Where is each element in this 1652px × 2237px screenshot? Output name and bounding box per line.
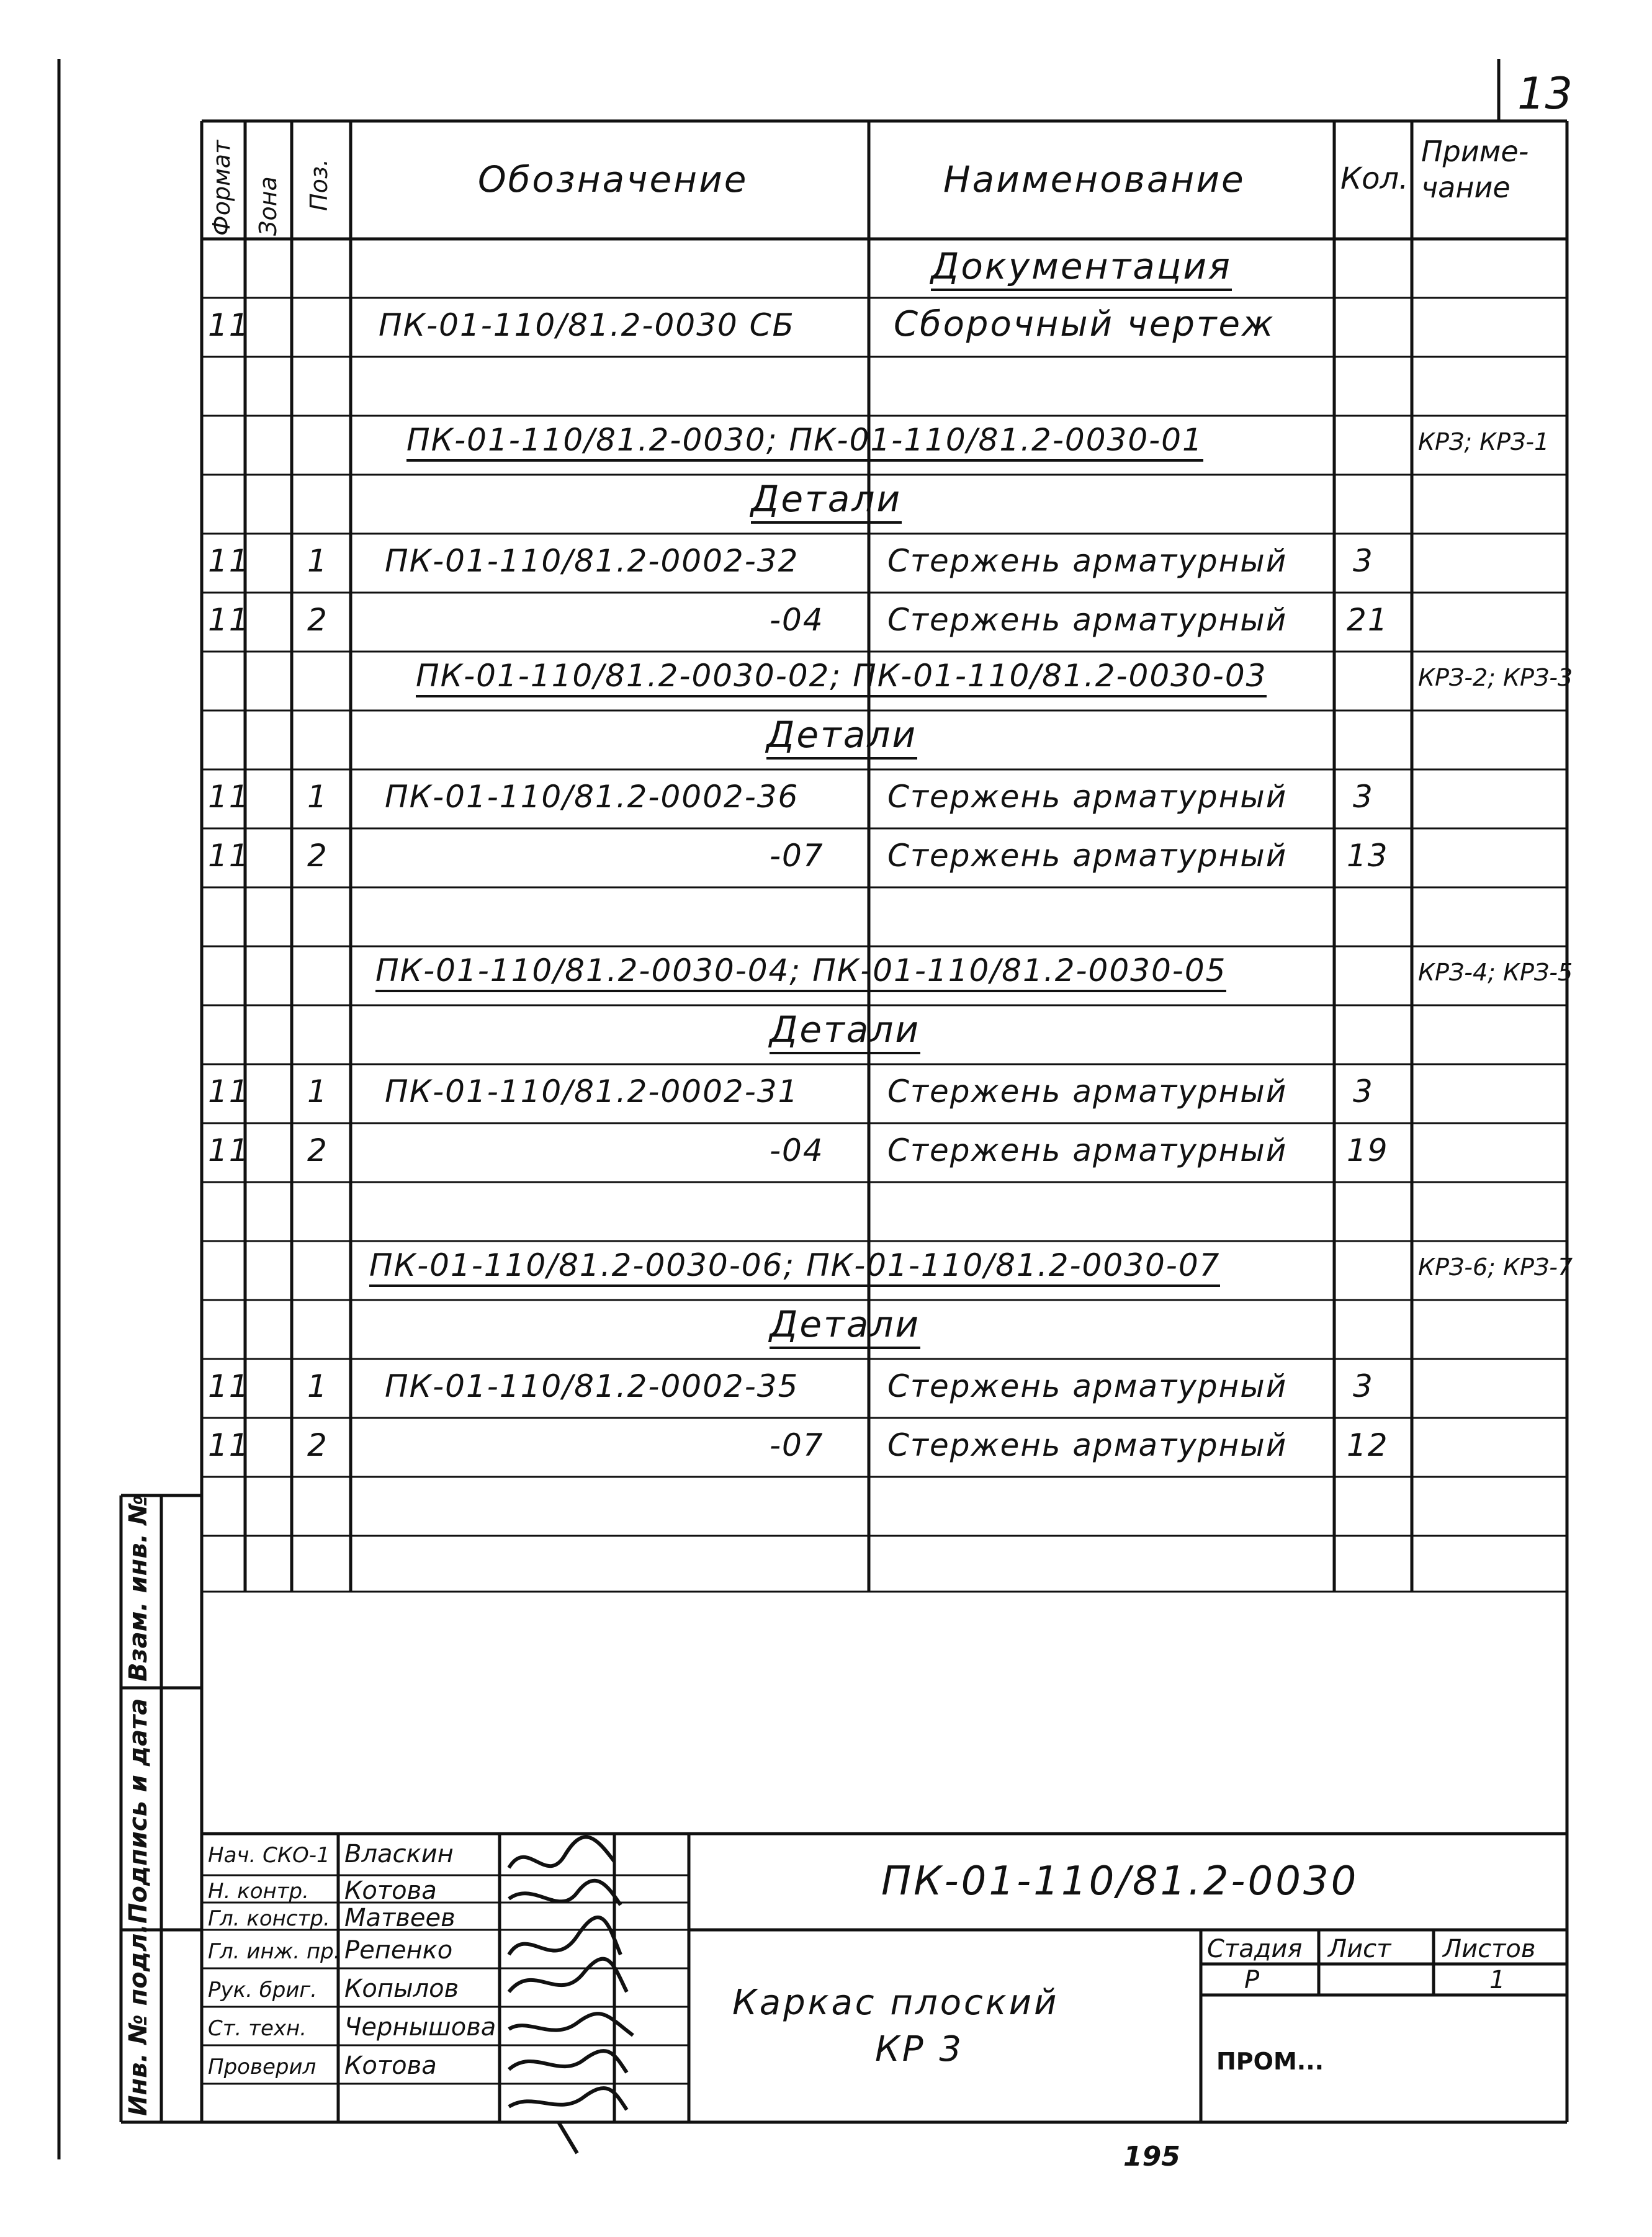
signature-name: Чернышова	[344, 2013, 496, 2042]
signature-role: Гл. констр.	[208, 1906, 330, 1931]
row-pos: 2	[307, 1132, 328, 1168]
row-designation: -07	[770, 1427, 824, 1463]
row-designation: -07	[770, 838, 824, 874]
row-designation: -04	[770, 1132, 824, 1168]
doc-name: Сборочный чертеж	[894, 304, 1275, 344]
group-subheading: Детали	[770, 1303, 920, 1349]
row-pos: 2	[307, 602, 328, 638]
header-designation: Обозначение	[478, 158, 748, 200]
sheets-value: 1	[1489, 1966, 1506, 1994]
row-qty: 3	[1353, 779, 1374, 815]
signature-role: Ст. техн.	[208, 2016, 307, 2041]
row-pos: 2	[307, 1427, 328, 1463]
header-format: Формат	[208, 140, 235, 236]
header-qty: Кол.	[1340, 161, 1409, 196]
group-subheading: Детали	[766, 714, 917, 760]
organization: ПРОМ...	[1216, 2048, 1324, 2075]
row-pos: 1	[307, 779, 328, 815]
signature-name: Копылов	[344, 1975, 459, 2003]
row-name: Стержень арматурный	[887, 602, 1288, 638]
row-pos: 2	[307, 838, 328, 874]
group-heading: ПК-01-110/81.2-0030-06; ПК-01-110/81.2-0030-07	[369, 1247, 1220, 1287]
side-label-inv-podl: Инв. № подл.	[124, 1924, 153, 2116]
header-zone: Зона	[254, 176, 282, 236]
row-format: 11	[208, 543, 250, 579]
row-qty: 3	[1353, 1368, 1374, 1404]
sheet-number: 13	[1517, 68, 1573, 119]
row-pos: 1	[307, 543, 328, 579]
row-qty: 12	[1347, 1427, 1389, 1463]
row-designation: ПК-01-110/81.2-0002-31	[385, 1074, 799, 1110]
product-mark: КР 3	[875, 2029, 964, 2069]
row-name: Стержень арматурный	[887, 1368, 1288, 1404]
doc-format: 11	[208, 307, 250, 343]
row-pos: 1	[307, 1368, 328, 1404]
signature-role: Проверил	[208, 2055, 316, 2079]
group-note: КРЗ; КРЗ-1	[1418, 428, 1550, 455]
row-name: Стержень арматурный	[887, 779, 1288, 815]
signature-name: Котова	[344, 1876, 437, 1905]
row-name: Стержень арматурный	[887, 838, 1288, 874]
row-format: 11	[208, 779, 250, 815]
signature-role: Н. контр.	[208, 1879, 309, 1904]
row-format: 11	[208, 602, 250, 638]
header-pos: Поз.	[305, 158, 333, 211]
group-subheading: Детали	[770, 1008, 920, 1054]
group-heading: ПК-01-110/81.2-0030-02; ПК-01-110/81.2-0030-03	[416, 658, 1267, 697]
row-designation: -04	[770, 602, 824, 638]
signature-name: Власкин	[344, 1840, 454, 1868]
row-format: 11	[208, 1368, 250, 1404]
row-designation: ПК-01-110/81.2-0002-32	[385, 543, 799, 579]
row-name: Стержень арматурный	[887, 543, 1288, 579]
row-qty: 19	[1347, 1132, 1389, 1168]
group-subheading: Детали	[751, 478, 902, 524]
group-note: КРЗ-2; КРЗ-3	[1418, 664, 1573, 691]
row-qty: 3	[1353, 543, 1374, 579]
group-heading: ПК-01-110/81.2-0030; ПК-01-110/81.2-0030-01	[406, 422, 1203, 462]
row-name: Стержень арматурный	[887, 1132, 1288, 1168]
row-qty: 3	[1353, 1074, 1374, 1110]
row-designation: ПК-01-110/81.2-0002-35	[385, 1368, 799, 1404]
row-designation: ПК-01-110/81.2-0002-36	[385, 779, 799, 815]
signature-name: Репенко	[344, 1936, 453, 1965]
row-pos: 1	[307, 1074, 328, 1110]
row-format: 11	[208, 1132, 250, 1168]
product-name: Каркас плоский	[732, 1983, 1059, 2023]
row-name: Стержень арматурный	[887, 1074, 1288, 1110]
stage-label: Стадия	[1207, 1935, 1303, 1963]
signature-role: Нач. СКО-1	[208, 1843, 330, 1868]
group-note: КРЗ-6; КРЗ-7	[1418, 1253, 1573, 1281]
sheets-label: Листов	[1443, 1935, 1536, 1963]
row-format: 11	[208, 1427, 250, 1463]
header-name: Наименование	[943, 158, 1246, 200]
signature-role: Рук. бриг.	[208, 1978, 318, 2002]
side-label-podpis-data: Подпись и дата	[124, 1698, 153, 1924]
signature-name: Котова	[344, 2051, 437, 2080]
stage-value: Р	[1244, 1966, 1260, 1994]
signature-role: Гл. инж. пр.	[208, 1939, 341, 1964]
row-format: 11	[208, 1074, 250, 1110]
row-format: 11	[208, 838, 250, 874]
doc-designation: ПК-01-110/81.2-0030 СБ	[379, 307, 795, 343]
sheet-label: Лист	[1328, 1935, 1391, 1963]
group-note: КРЗ-4; КРЗ-5	[1418, 959, 1573, 986]
row-qty: 21	[1347, 602, 1389, 638]
documentation-title: Документация	[931, 245, 1232, 291]
header-note: Приме- чание	[1421, 135, 1529, 204]
group-heading: ПК-01-110/81.2-0030-04; ПК-01-110/81.2-0030-05	[375, 953, 1226, 992]
row-name: Стержень арматурный	[887, 1427, 1288, 1463]
row-qty: 13	[1347, 838, 1389, 874]
document-code: ПК-01-110/81.2-0030	[881, 1858, 1359, 1904]
footer-mark: 195	[1123, 2141, 1180, 2172]
side-label-vzam-inv: Взам. инв. №	[124, 1495, 153, 1682]
signature-name: Матвеев	[344, 1904, 456, 1932]
